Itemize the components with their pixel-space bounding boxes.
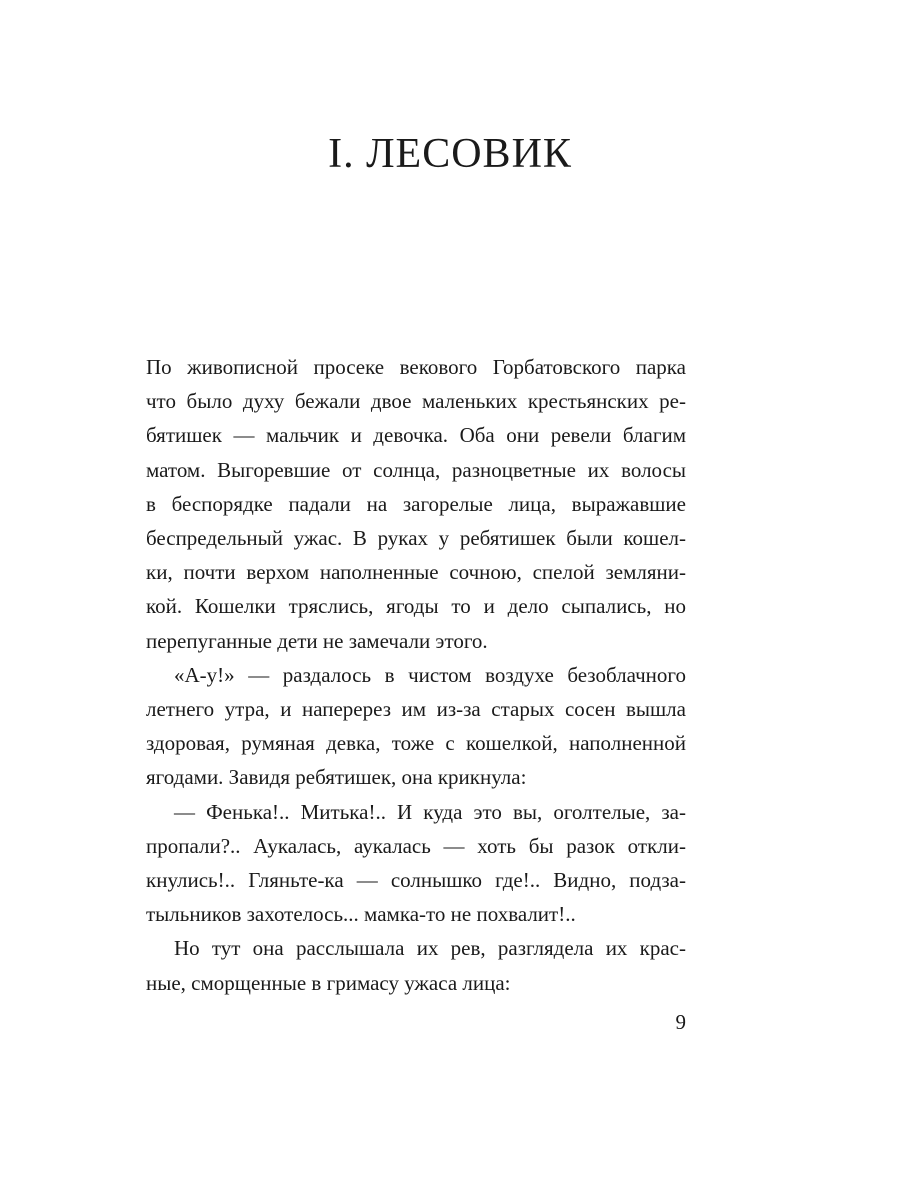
text-line: летнего утра, и наперерез им из-за старых сосен вышла (146, 697, 686, 722)
text-line: кнулись!.. Гляньте-ка — солнышко где!.. Видно, подза- (146, 868, 686, 893)
text-line-paragraph-end: ягодами. Завидя ребятишек, она крикнула: (146, 765, 527, 790)
text-line-paragraph-start: — Фенька!.. Митька!.. И куда это вы, оголтелые, за- (174, 799, 686, 824)
chapter-title: I. ЛЕСОВИК (328, 131, 572, 177)
text-line: в беспорядке падали на загорелые лица, выражавшие (146, 491, 686, 516)
text-line-paragraph-end: ные, сморщенные в гримасу ужаса лица: (146, 970, 511, 995)
text-line-paragraph-start: Но тут она расслышала их рев, разглядела их крас- (174, 936, 686, 961)
text-line: беспредельный ужас. В руках у ребятишек были кошел- (146, 526, 686, 551)
text-line-paragraph-end: тыльников захотелось... мамка-то не похвалит!.. (146, 902, 576, 927)
page-number: 9 (675, 1010, 686, 1034)
text-line: По живописной просеке векового Горбатовского парка (146, 355, 686, 379)
text-line: кой. Кошелки тряслись, ягоды то и дело сыпались, но (146, 594, 686, 619)
text-line: бятишек — мальчик и девочка. Оба они ревели благим (146, 423, 686, 448)
text-line: матом. Выгоревшие от солнца, разноцветные их волосы (146, 457, 686, 482)
text-line: что было духу бежали двое маленьких крестьянских ре- (146, 389, 686, 414)
text-line: ки, почти верхом наполненные сочною, спелой земляни- (146, 560, 686, 585)
text-line: здоровая, румяная девка, тоже с кошелкой, наполненной (146, 731, 686, 756)
text-line-paragraph-end: перепуганные дети не замечали этого. (146, 628, 488, 653)
chapter-body (146, 350, 686, 1000)
text-line: пропали?.. Аукалась, аукалась — хоть бы разок откли- (146, 833, 686, 858)
text-line-paragraph-start: «А-у!» — раздалось в чистом воздухе безоблачного (174, 662, 686, 687)
